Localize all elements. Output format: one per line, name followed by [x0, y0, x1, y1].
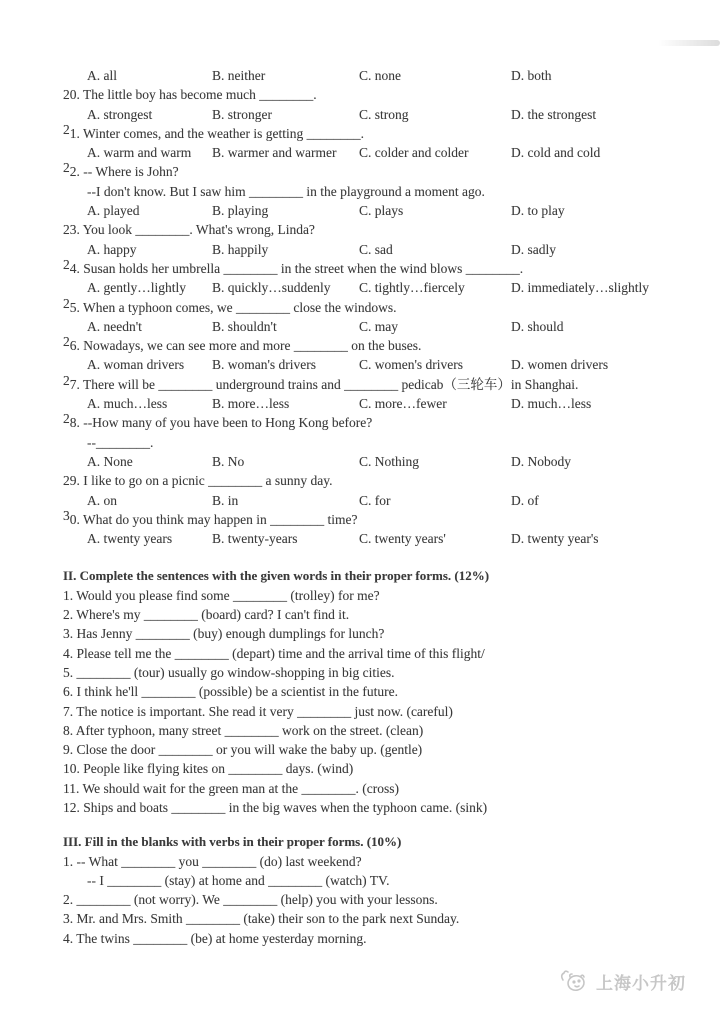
option: A. needn't	[87, 318, 142, 334]
option: A. None	[87, 453, 133, 469]
verb-item: 1. -- What ________ you ________ (do) last weekend?	[63, 853, 362, 869]
verb-item: 3. Mr. and Mrs. Smith ________ (take) their son to the park next Sunday.	[63, 911, 460, 927]
option: D. much…less	[511, 396, 592, 412]
option: C. for	[359, 492, 391, 508]
section-verb-forms-title: III. Fill in the blanks with verbs in their proper forms. (10%)	[63, 834, 402, 850]
question-stem: 24. Susan holds her umbrella ________ in the street when the wind blows ________.	[63, 256, 524, 276]
option-row	[0, 317, 720, 336]
question-stem: 29. I like to go on a picnic ________ a sunny day.	[63, 473, 333, 489]
fill-in-item: 6. I think he'll ________ (possible) be a scientist in the future.	[63, 684, 398, 700]
section-word-forms-items	[0, 586, 720, 818]
option: B. playing	[212, 203, 269, 219]
fill-in-item: 7. The notice is important. She read it very ________ just now. (careful)	[63, 703, 453, 719]
question-stem: 21. Winter comes, and the weather is getting ________.	[63, 121, 365, 141]
option: D. sadly	[511, 241, 556, 257]
option: D. women drivers	[511, 357, 609, 373]
option-row	[0, 278, 720, 297]
option: C. tightly…fiercely	[359, 280, 465, 296]
raised-digit: 2	[63, 372, 70, 388]
option: C. Nothing	[359, 453, 420, 469]
fill-in-item: 3. Has Jenny ________ (buy) enough dumplings for lunch?	[63, 626, 385, 642]
option: A. on	[87, 492, 117, 508]
question-stem: 28. --How many of you have been to Hong Kong before?	[63, 411, 373, 431]
option: A. warm and warm	[87, 145, 192, 161]
scan-artifact	[658, 40, 720, 46]
question-stem: 25. When a typhoon comes, we ________ close the windows.	[63, 295, 397, 315]
option: A. gently…lightly	[87, 280, 186, 296]
question-stem: 26. Nowadays, we can see more and more ________ on the buses.	[63, 334, 422, 354]
exam-content	[0, 66, 720, 948]
fill-in-item: 5. ________ (tour) usually go window-shopping in big cities.	[63, 664, 395, 680]
raised-digit: 2	[63, 256, 70, 272]
question-stem: 22. -- Where is John?	[63, 160, 179, 180]
option: C. sad	[359, 241, 393, 257]
option-row	[0, 105, 720, 124]
option: C. women's drivers	[359, 357, 464, 373]
section-word-forms-title: II. Complete the sentences with the given words in their proper forms. (12%)	[63, 568, 490, 584]
option: A. twenty years	[87, 531, 173, 547]
option: D. both	[511, 68, 552, 83]
option: B. neither	[212, 68, 266, 83]
raised-digit: 2	[63, 121, 70, 137]
option: B. No	[212, 453, 245, 469]
option: A. woman drivers	[87, 357, 185, 373]
raised-digit: 2	[63, 160, 70, 176]
option-row	[0, 240, 720, 259]
option-row	[0, 201, 720, 220]
option-row	[0, 66, 720, 85]
option: C. may	[359, 318, 398, 334]
question-stem: 20. The little boy has become much ________.	[63, 87, 317, 103]
option: C. more…fewer	[359, 396, 447, 412]
option: B. happily	[212, 241, 269, 257]
option-row	[0, 529, 720, 548]
verb-item: 4. The twins ________ (be) at home yesterday morning.	[63, 930, 367, 946]
option: D. Nobody	[511, 453, 571, 469]
option: D. to play	[511, 203, 565, 219]
fill-in-item: 8. After typhoon, many street ________ work on the street. (clean)	[63, 722, 424, 738]
option: D. of	[511, 492, 539, 508]
option-row	[0, 143, 720, 162]
option: B. twenty-years	[212, 531, 298, 547]
option: B. shouldn't	[212, 318, 277, 334]
option: C. strong	[359, 106, 409, 122]
verb-item-continuation: -- I ________ (stay) at home and ________ (watch) TV.	[87, 872, 390, 888]
option: D. should	[511, 318, 564, 334]
fill-in-item: 10. People like flying kites on ________ days. (wind)	[63, 761, 354, 777]
raised-digit: 3	[63, 507, 70, 523]
option: D. twenty year's	[511, 531, 599, 547]
raised-digit: 2	[63, 295, 70, 311]
option-row	[0, 355, 720, 374]
fill-in-item: 11. We should wait for the green man at the ________. (cross)	[63, 780, 399, 796]
option-row	[0, 394, 720, 413]
option: A. played	[87, 203, 140, 219]
fill-in-item: 1. Would you please find some ________ (trolley) for me?	[63, 587, 380, 603]
option: B. more…less	[212, 396, 290, 412]
question-stem: 27. There will be ________ underground trains and ________ pedicab（三轮车）in Shanghai.	[63, 372, 579, 392]
option: B. woman's drivers	[212, 357, 317, 373]
section-verb-forms-items	[0, 852, 720, 948]
raised-digit: 2	[63, 334, 70, 350]
option: B. warmer and warmer	[212, 145, 337, 161]
raised-digit: 2	[63, 411, 70, 427]
question-continuation: --________.	[87, 434, 154, 450]
option: B. quickly…suddenly	[212, 280, 331, 296]
option: B. stronger	[212, 106, 272, 122]
mascot-doodle-icon	[558, 968, 590, 995]
option-row	[0, 452, 720, 471]
fill-in-item: 9. Close the door ________ or you will wake the baby up. (gentle)	[63, 742, 423, 758]
option: A. happy	[87, 241, 137, 257]
section-word-forms	[0, 566, 720, 817]
option: D. cold and cold	[511, 145, 601, 161]
option: B. in	[212, 492, 239, 508]
option: C. colder and colder	[359, 145, 469, 161]
option: C. plays	[359, 203, 404, 219]
fill-in-item: 12. Ships and boats ________ in the big waves when the typhoon came. (sink)	[63, 799, 488, 815]
option: A. all	[87, 68, 117, 83]
option: D. immediately…slightly	[511, 280, 649, 296]
fill-in-item: 4. Please tell me the ________ (depart) time and the arrival time of this flight/	[63, 645, 485, 661]
multiple-choice-section	[0, 66, 720, 548]
question-continuation: --I don't know. But I saw him ________ in the playground a moment ago.	[87, 183, 485, 199]
option: C. none	[359, 68, 401, 83]
option-row	[0, 491, 720, 510]
question-stem: 23. You look ________. What's wrong, Linda?	[63, 222, 315, 238]
option: A. much…less	[87, 396, 168, 412]
option: A. strongest	[87, 106, 153, 122]
fill-in-item: 2. Where's my ________ (board) card? I can't find it.	[63, 607, 350, 623]
watermark-footer	[558, 968, 686, 995]
section-verb-forms	[0, 832, 720, 948]
option: D. the strongest	[511, 106, 597, 122]
question-stem: 30. What do you think may happen in ________ time?	[63, 507, 358, 527]
verb-item: 2. ________ (not worry). We ________ (help) you with your lessons.	[63, 892, 438, 908]
option: C. twenty years'	[359, 531, 446, 547]
watermark-brand: 上海小升初	[596, 974, 686, 993]
